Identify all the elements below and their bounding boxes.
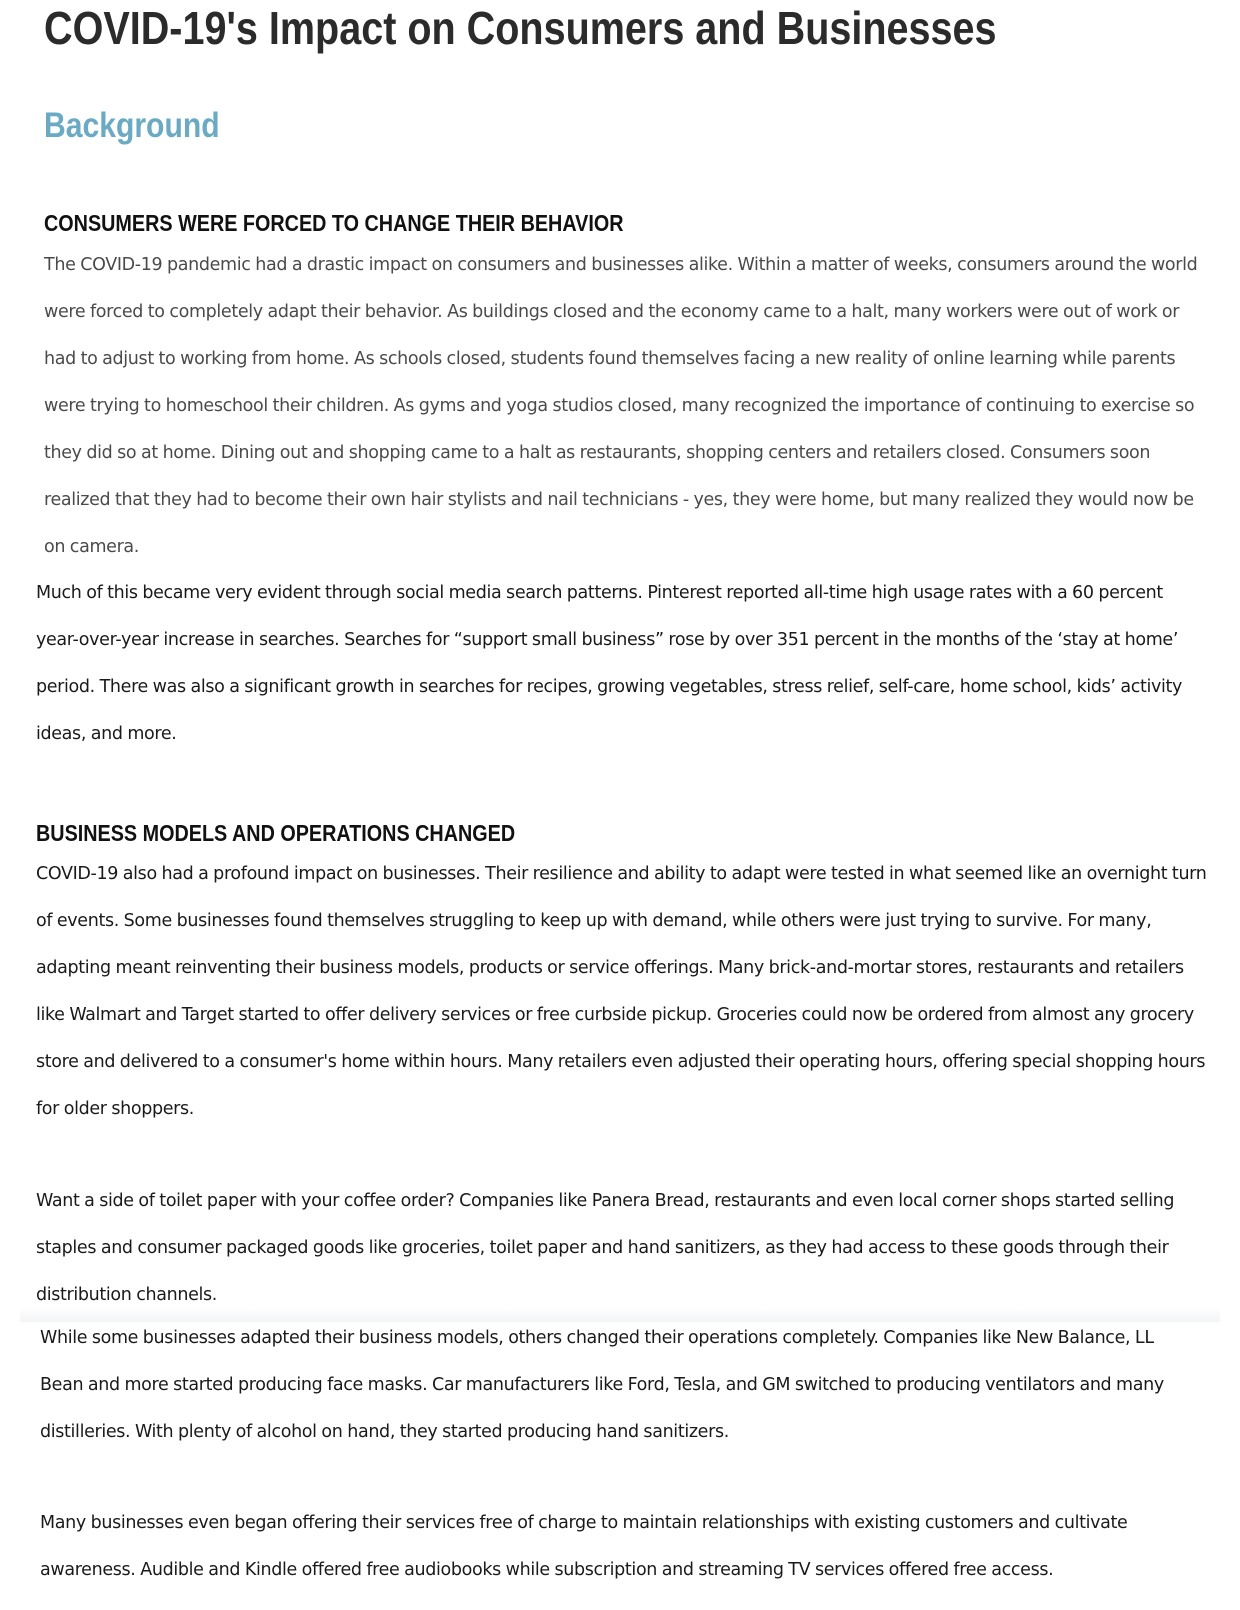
business-paragraph-4: Many businesses even began offering their services free of charge to maintain relationships with existing customers and cultivate awareness. Audible and Kindle offered free audiobooks while subscription and streaming TV services offered free access. [40,1513,1128,1580]
business-paragraph-1: COVID-19 also had a profound impact on businesses. Their resilience and ability to adapt were tested in what seemed like an overnight turn of events. Some businesses found themselves struggling to keep up with demand, while others were just trying to survive. For many, adapting meant reinventing their business models, products or service offerings. Many brick-and-mortar stores, restaurants and retailers like Walmart and Target started to offer delivery services or free curbside pickup. Groceries could now be ordered from almost any grocery store and delivered to a consumer's home within hours. Many retailers even adjusted their operating hours, offering special shopping hours for older shoppers. [36,864,1207,1119]
consumers-paragraph-1: The COVID-19 pandemic had a drastic impact on consumers and businesses alike. Within a matter of weeks, consumers around the world were forced to completely adapt their behavior. As buildings closed and the economy came to a halt, many workers were out of work or had to adjust to working from home. As schools closed, students found themselves facing a new reality of online learning while parents were trying to homeschool their children. As gyms and yoga studios closed, many recognized the importance of continuing to exercise so they did so at home. Dining out and shopping came to a halt as restaurants, shopping centers and retailers closed. Consumers soon realized that they had to become their own hair stylists and nail technicians - yes, they were home, but many realized they would now be on camera. [44,255,1198,557]
business-paragraph-2: Want a side of toilet paper with your coffee order? Companies like Panera Bread, restaurants and even local corner shops started selling staples and consumer packaged goods like groceries, toilet paper and hand sanitizers, as they had access to these goods through their distribution channels. [36,1191,1175,1305]
consumers-paragraph-2: Much of this became very evident through social media search patterns. Pinterest reported all-time high usage rates with a 60 percent year-over-year increase in searches. Searches for “support small business” rose by over 351 percent in the months of the ‘stay at home’ period. There was also a significant growth in searches for recipes, growing vegetables, stress relief, self-care, home school, kids’ activity ideas, and more. [36,583,1183,744]
page-title: COVID-19's Impact on Consumers and Businesses [44,2,997,54]
background-heading: Background [44,106,220,145]
business-paragraph-3: While some businesses adapted their business models, others changed their operations completely. Companies like New Balance, LL Bean and more started producing face masks. Car manufacturers like Ford, Tesla, and GM switched to producing ventilators and many distilleries. With plenty of alcohol on hand, they started producing hand sanitizers. [40,1328,1164,1442]
consumers-heading: CONSUMERS WERE FORCED TO CHANGE THEIR BEHAVIOR [44,210,624,236]
business-heading: BUSINESS MODELS AND OPERATIONS CHANGED [36,820,516,846]
